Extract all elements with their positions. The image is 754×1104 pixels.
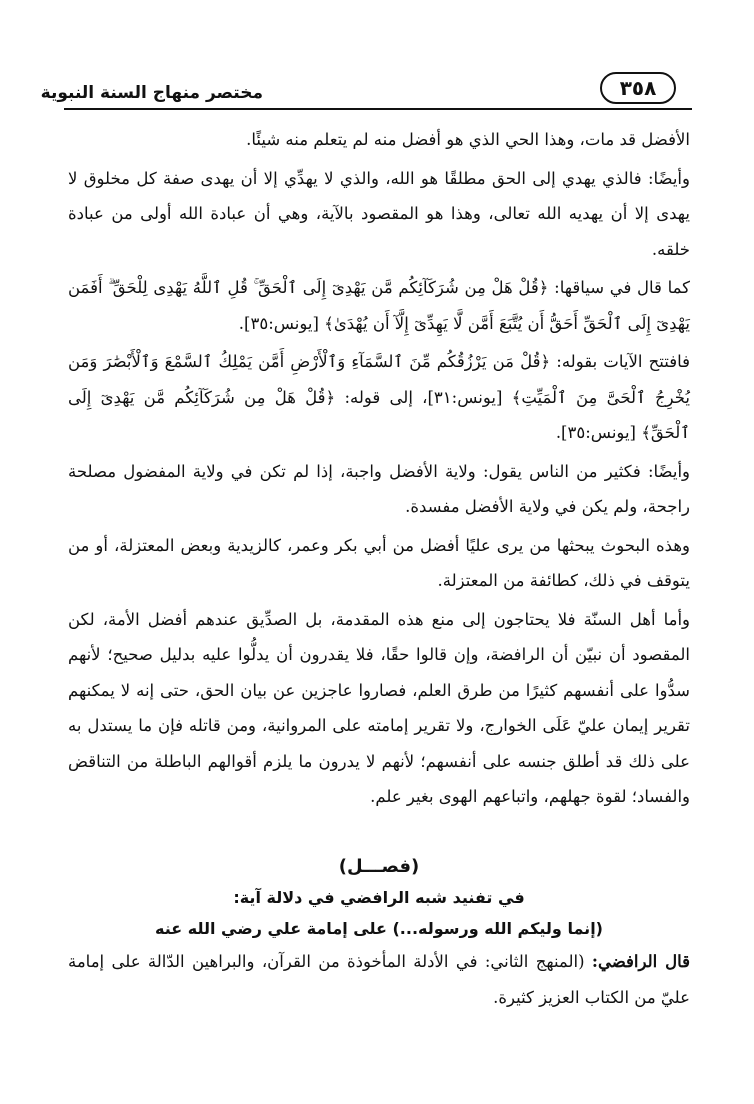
running-header-title: مختصر منهاج السنة النبوية [40,83,263,103]
speaker-label: قال الرافضي: [591,952,690,971]
main-text [68,122,690,818]
paragraph: وأيضًا: فالذي يهدي إلى الحق مطلقًا هو الله، والذي لا يهدِّي إلا أن يهدى صفة كل مخلوق لا يهدى إلا أن يهديه الله تعالى، وهذا هو المقصود بالآية، وهي أن عبادة الله أولى من عبادة خلقه. [68,168,690,259]
closing-paragraph [68,944,690,1016]
quoted-text: (المنهج الثاني: في الأدلة المأخوذة من القرآن، والبراهين الدّالة على إمامة عليّ من الكتاب العزيز كثيرة. [68,952,690,1007]
paragraph [68,944,690,1016]
paragraph: كما قال في سياقها: ﴿قُلْ هَلْ مِن شُرَكَآئِكُم مَّن يَهْدِىٓ إِلَى ٱلْحَقِّ ۚ قُلِ ٱللَّهُ يَهْدِى لِلْحَقِّ ۗ أَفَمَن يَهْدِىٓ إِلَى ٱلْحَقِّ أَحَقُّ أَن يُتَّبَعَ أَمَّن لَّا يَهِدِّىٓ إِلَّآ أَن يُهْدَىٰ﴾ [يونس:٣٥]. [68,278,690,333]
section-subtitle: في تفنيد شبه الرافضي في دلالة آية: [233,888,525,907]
section-heading [68,852,690,944]
section-subtitle-verse: (إنما وليكم الله ورسوله...) على إمامة علي رضي الله عنه [155,919,603,938]
paragraph: الأفضل قد مات، وهذا الحي الذي هو أفضل منه لم يتعلم منه شيئًا. [246,130,690,149]
paragraph: فافتتح الآيات بقوله: ﴿قُلْ مَن يَرْزُقُكُم مِّنَ ٱلسَّمَآءِ وَٱلْأَرْضِ أَمَّن يَمْلِكُ ٱلسَّمْعَ وَٱلْأَبْصَٰرَ وَمَن يُخْرِجُ ٱلْحَىَّ مِنَ ٱلْمَيِّتِ﴾ [يونس:٣١]، إلى قوله: ﴿قُلْ هَلْ مِن شُرَكَآئِكُم مَّن يَهْدِىٓ إِلَى ٱلْحَقِّ﴾ [يونس:٣٥]. [68,352,690,442]
section-label: (فصـــل) [338,856,420,877]
paragraph: وأيضًا: فكثير من الناس يقول: ولاية الأفضل واجبة، إذا لم تكن في ولاية المفضول مصلحة راجحة، ولم يكن في ولاية الأفضل مفسدة. [68,461,690,516]
paragraph: وأما أهل السنّة فلا يحتاجون إلى منع هذه المقدمة، بل الصدِّيق عندهم أفضل الأمة، لكن المقصود أن نبيّن أن الرافضة، وإن قالوا حقًا، فلا يقدرون أن يدلُّوا عليه بدليل صحيح؛ لأنهم سدُّوا على أنفسهم كثيرًا من طرق العلم، فصاروا عاجزين عن بيان الحق، حتى إنه لا يمكنهم تقرير إيمان عليّ عَلَى الخوارج، ولا تقرير إمامته على المروانية، ومن قاتله فإن ما يستدل به على ذلك قد أطلق جنسه على أنفسهم؛ لأنهم لا يدرون ما يلزم أقوالهم الباطلة من التناقض والفساد؛ لقوة جهلهم، واتباعهم الهوى بغير علم. [68,609,690,806]
header-divider [64,108,692,110]
paragraph: وهذه البحوث يبحثها من يرى عليًا أفضل من أبي بكر وعمر، كالزيدية وبعض المعتزلة، أو من يتوقف في ذلك، كطائفة من المعتزلة. [68,535,690,590]
page-number-badge: ٣٥٨ [600,72,676,104]
